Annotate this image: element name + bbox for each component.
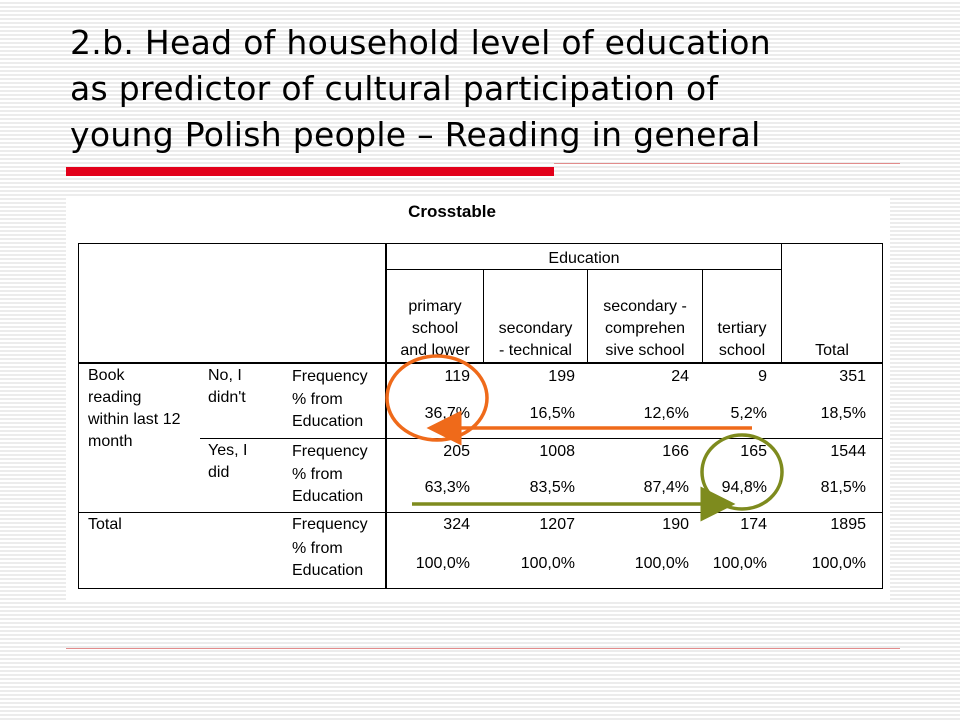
col-header-tertiary-line-1: tertiary bbox=[717, 320, 767, 337]
col-header-tertiary bbox=[703, 318, 781, 362]
col-header-sec-comp-line-3: sive school bbox=[605, 342, 685, 359]
col-header-sec-tech-line-1: secondary bbox=[498, 320, 573, 337]
stat-label-pct-yes-line-1: % from bbox=[292, 466, 343, 483]
cell-total-pct-primary: 100,0% bbox=[415, 555, 470, 572]
footer-rule bbox=[66, 648, 900, 649]
cell-no-pct-primary: 36,7% bbox=[424, 405, 470, 422]
cell-yes-pct-seccomp: 87,4% bbox=[643, 479, 689, 496]
cell-no-freq-total: 351 bbox=[839, 368, 866, 385]
row-group-total-label: Total bbox=[88, 516, 122, 533]
answer-yes-line-2: did bbox=[208, 464, 230, 481]
cell-yes-pct-tertiary: 94,8% bbox=[721, 479, 767, 496]
cell-total-freq-total: 1895 bbox=[830, 516, 866, 533]
cell-no-pct-seccomp: 12,6% bbox=[643, 405, 689, 422]
cell-no-freq-primary: 119 bbox=[444, 368, 470, 385]
cell-no-freq-seccomp: 24 bbox=[671, 368, 689, 385]
cell-yes-freq-sectech: 1008 bbox=[539, 443, 575, 460]
col-header-primary-line-3: and lower bbox=[400, 342, 470, 359]
cell-no-pct-tertiary: 5,2% bbox=[730, 405, 767, 422]
answer-no-line-1: No, I bbox=[208, 367, 242, 384]
stat-label-pct-yes bbox=[292, 464, 384, 508]
education-header: Education bbox=[548, 250, 620, 267]
cell-total-freq-tertiary: 174 bbox=[740, 516, 767, 533]
cell-no-freq-sectech: 199 bbox=[548, 368, 575, 385]
cell-total-pct-seccomp: 100,0% bbox=[634, 555, 689, 572]
cell-yes-pct-total: 81,5% bbox=[820, 479, 866, 496]
col-header-sec-comp-line-1: secondary - bbox=[603, 298, 687, 315]
answer-no bbox=[208, 365, 288, 409]
cell-yes-pct-sectech: 83,5% bbox=[529, 479, 575, 496]
stat-label-freq-yes: Frequency bbox=[292, 443, 368, 460]
col-header-tertiary-line-2: school bbox=[718, 342, 766, 359]
stat-label-pct-no-line-1: % from bbox=[292, 391, 343, 408]
cell-yes-freq-total: 1544 bbox=[830, 443, 866, 460]
col-header-total-line-1: Total bbox=[815, 342, 849, 359]
stat-label-pct-total-line-2: Education bbox=[292, 562, 364, 579]
cell-total-freq-seccomp: 190 bbox=[662, 516, 689, 533]
row-group-book-reading bbox=[88, 365, 200, 453]
col-header-sec-tech-line-2: - technical bbox=[499, 342, 572, 359]
title-thin-rule bbox=[554, 163, 900, 164]
row-group-label-line-1: Book bbox=[88, 367, 125, 384]
cell-no-freq-tertiary: 9 bbox=[758, 368, 767, 385]
row-group-label-line-2: reading bbox=[88, 389, 142, 406]
crosstab-title: Crosstable bbox=[408, 202, 496, 221]
slide-title bbox=[70, 20, 930, 158]
cell-no-pct-sectech: 16,5% bbox=[529, 405, 575, 422]
row-group-total bbox=[88, 513, 200, 536]
stat-label-pct-total-line-1: % from bbox=[292, 540, 343, 557]
row-group-label-line-4: month bbox=[88, 433, 133, 450]
answer-no-line-2: didn't bbox=[208, 389, 246, 406]
cell-yes-freq-seccomp: 166 bbox=[662, 443, 689, 460]
cell-yes-freq-primary: 205 bbox=[443, 443, 470, 460]
title-line-2: as predictor of cultural participation of bbox=[70, 69, 719, 108]
title-line-3: young Polish people – Reading in general bbox=[70, 115, 761, 154]
stat-label-pct-no-line-2: Education bbox=[292, 413, 364, 430]
col-header-primary-line-2: school bbox=[411, 320, 459, 337]
stat-label-freq-total: Frequency bbox=[292, 516, 368, 533]
answer-yes-line-1: Yes, I bbox=[208, 442, 248, 459]
col-header-primary bbox=[387, 296, 483, 362]
cell-total-pct-sectech: 100,0% bbox=[520, 555, 575, 572]
cell-total-freq-sectech: 1207 bbox=[539, 516, 575, 533]
title-underline-bar bbox=[66, 167, 554, 176]
crosstab-title-wrap bbox=[0, 202, 904, 222]
col-header-primary-line-1: primary bbox=[408, 298, 462, 315]
answer-yes bbox=[208, 440, 288, 484]
cell-total-freq-primary: 324 bbox=[443, 516, 470, 533]
cell-yes-pct-primary: 63,3% bbox=[424, 479, 470, 496]
title-line-1: 2.b. Head of household level of education bbox=[70, 23, 772, 62]
stat-label-pct-no bbox=[292, 389, 384, 433]
col-header-secondary-comprehensive bbox=[588, 296, 702, 362]
col-header-sec-comp-line-2: comprehen bbox=[604, 320, 686, 337]
col-header-total bbox=[782, 340, 882, 362]
col-header-secondary-technical bbox=[484, 318, 587, 362]
stat-label-pct-total bbox=[292, 538, 384, 582]
cell-no-pct-total: 18,5% bbox=[820, 405, 866, 422]
stat-label-freq-no: Frequency bbox=[292, 368, 368, 385]
stat-label-pct-yes-line-2: Education bbox=[292, 488, 364, 505]
cell-total-pct-total: 100,0% bbox=[811, 555, 866, 572]
row-group-label-line-3: within last 12 bbox=[88, 411, 181, 428]
cell-total-pct-tertiary: 100,0% bbox=[712, 555, 767, 572]
cell-yes-freq-tertiary: 165 bbox=[740, 443, 767, 460]
